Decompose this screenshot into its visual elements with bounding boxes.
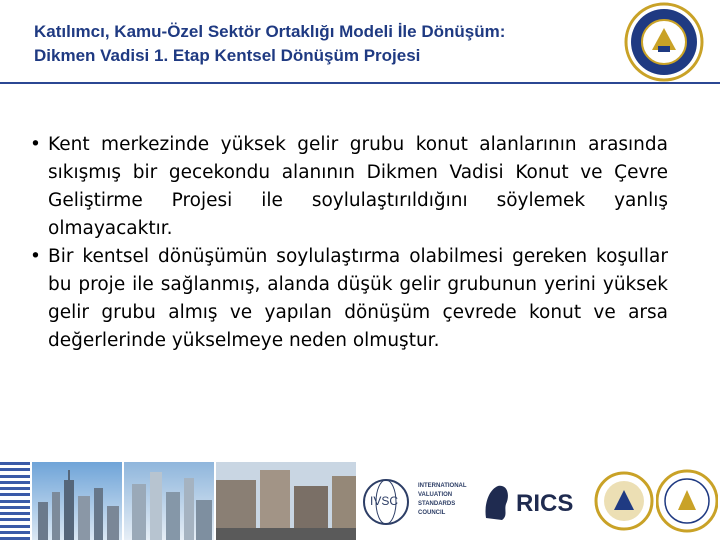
street-buildings-photo [216,462,356,540]
slide-body [28,131,668,355]
ivsc-acronym: IVSC [370,494,399,508]
ivsc-line-3: STANDARDS [418,501,456,507]
rics-wordmark: RICS [516,490,574,517]
bullet-item [28,243,668,355]
ivsc-line-4: COUNCIL [418,510,446,516]
footer-strip [0,462,720,540]
title-line-1: Katılımcı, Kamu-Özel Sektör Ortaklığı Modeli İle Dönüşüm: [34,22,506,41]
rics-lion-icon [482,480,512,522]
ankara-university-seal-right-logo [656,468,718,534]
ankara-university-seal-logo [624,2,704,82]
ivsc-logo [362,468,480,534]
footer-stripes [0,462,30,540]
towers-photo [124,462,214,540]
ivsc-line-2: VALUATION [418,492,453,498]
bullet-item [28,131,668,243]
slide-title [34,20,674,68]
title-divider [0,82,720,84]
title-line-2: Dikmen Vadisi 1. Etap Kentsel Dönüşüm Projesi [34,46,421,65]
university-seal-left-logo [594,470,654,532]
city-skyline-photo [32,462,122,540]
rics-logo [482,476,592,530]
bullet-marker: • [30,134,41,155]
bullet-marker: • [30,246,41,267]
bullet-text: Bir kentsel dönüşümün soylulaştırma olabilmesi gereken koşullar bu proje ile sağlanmış, alanda düşük gelir grubunun yerini yüksek gelir grubu almış ve yapılan dönüşüm çevrede konut ve arsa değerlerinde yükselmeye neden olmuştur. [48,246,668,351]
bullet-text: Kent merkezinde yüksek gelir grubu konut alanlarının arasında sıkışmış bir gecekondu alanının Dikmen Vadisi Konut ve Çevre Geliştirme Projesi ile soylulaştırıldığını söylemek yanlış olmayacaktır. [48,134,668,239]
ivsc-line-1: INTERNATIONAL [418,483,467,489]
